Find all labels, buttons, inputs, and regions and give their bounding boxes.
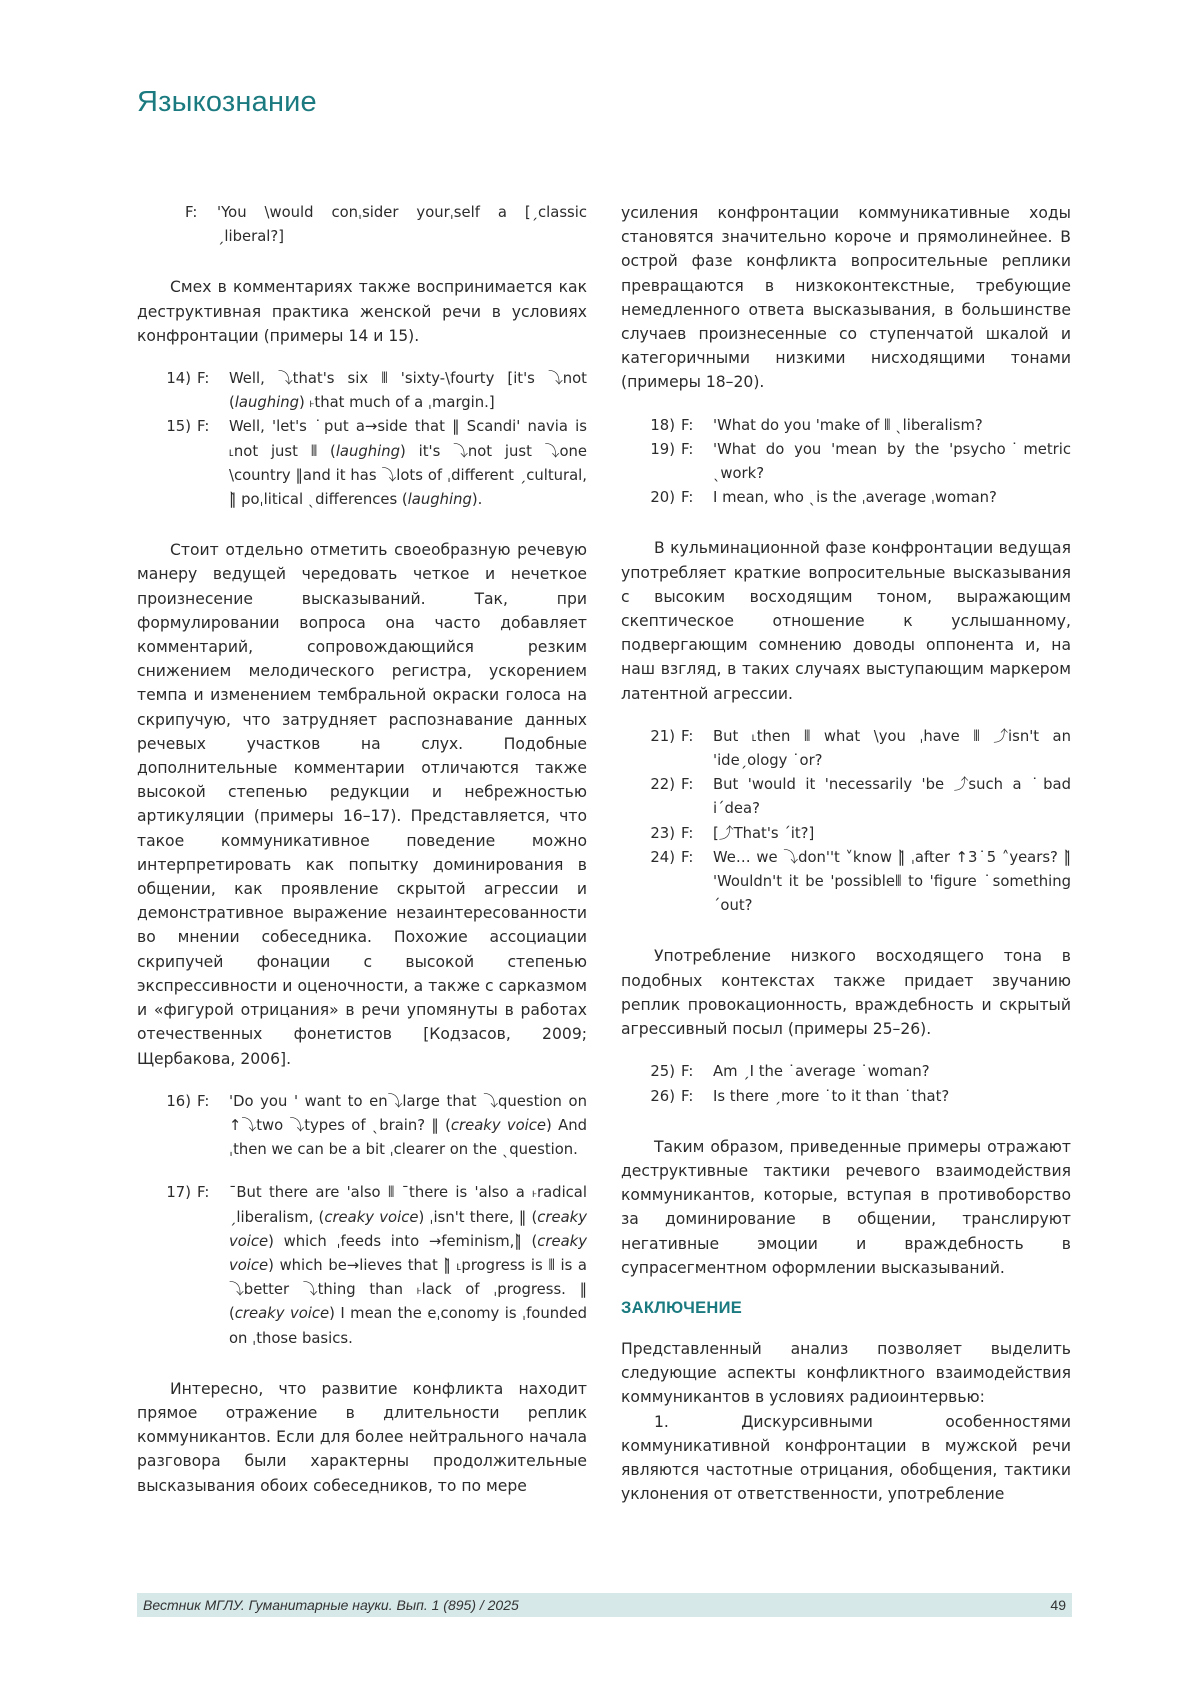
example-text: But 'would it 'necessarily 'be ⤴such a ˙bad iˊdea? bbox=[713, 776, 1071, 818]
right-column bbox=[621, 201, 1071, 1506]
example-speaker: F: bbox=[681, 1063, 694, 1081]
example-text: ¯But there are 'also ⦀ ¯there is 'also a ˫radical ˏliberalism, (creaky voice) ˌisn't there, ‖ (creaky voice) which ˌfeeds into →feminism,‖̀ (creaky voice) which be→lieves that ‖̀ ˪progress is ⦀ is a ⤵better ⤵thing than ˫lack of ˌprogress. ‖ (creaky voice) I mean the eˌconomy is ˌfounded on ˌthose basics. bbox=[229, 1184, 587, 1347]
section-heading: ЗАКЛЮЧЕНИЕ bbox=[621, 1298, 743, 1317]
example-item bbox=[155, 415, 587, 512]
example-number: 18) bbox=[650, 416, 675, 434]
example-item bbox=[639, 1060, 1071, 1084]
example-text: Well, 'let's ˙put a→side that ‖ Scandi' navia is ˪not just ⦀ (laughing) it's ⤵not just ⤵one \country ‖and it has ⤵lots of ˌdifferent ˏcultural, ‖̀ poˌlitical ˎdifferences (laughing). bbox=[229, 418, 587, 509]
example-item bbox=[639, 438, 1071, 486]
example-item bbox=[639, 846, 1071, 919]
example-item bbox=[639, 822, 1071, 846]
example-speaker: F: bbox=[681, 440, 694, 458]
example-speaker: F: bbox=[681, 776, 694, 794]
example-text: Am ˏI the ˙average ˙woman? bbox=[713, 1063, 930, 1081]
example-text: 'What do you 'mean by the 'psycho˙metric ˎwork? bbox=[713, 440, 1071, 483]
example-text: We… we ⤵don''t ˅know ‖̀ ˌafter ↑3˙5 ˄years? ‖̀ 'Wouldn't it be 'possible⦀ to 'figure ˙something ˊout? bbox=[713, 848, 1071, 915]
example-item bbox=[155, 367, 587, 415]
example-speaker: F: bbox=[197, 418, 210, 436]
example-list bbox=[621, 1060, 1071, 1108]
paragraph: В кульминационной фазе конфронтации ведущая употребляет краткие вопросительные высказывания с высоким восходящим тоном, выражающим скептическое отношение к услышанному, подвергающим сомнению доводы оппонента и, на наш взгляд, в таких случаях выступающим маркером латентной агрессии. bbox=[621, 539, 1071, 703]
example-intro bbox=[185, 201, 587, 249]
page-number: 49 bbox=[1050, 1597, 1066, 1613]
paragraph: Стоит отдельно отметить своеобразную речевую манеру ведущей чередовать четкое и нечеткое произнесение высказываний. Так, при формулировании вопроса она часто добавляет комментарий, сопровождающийся резким снижением мелодического регистра, ускорением темпа и изменением тембральной окраски голоса на скрипучую, что затрудняет распознавание данных речевых участков на слух. Подобные дополнительные комментарии отличаются также высокой степенью редукции и небрежностью артикуляции (примеры 16–17). Представляется, что такое коммуникативное поведение можно интерпретировать как попытку доминирования в общении, как проявление скрытой агрессии и демонстративное выражение незаинтересованности во мнении собеседника. Похожие ассоциации скрипучей фонации с высокой степенью экспрессивности и оценочности, а также с сарказмом и «фигурой отрицания» в речи упомянуты в работах отечественных фонетистов [Кодзасов, 2009; Щербакова, 2006]. bbox=[137, 541, 587, 1068]
example-text: 'You \would conˌsider yourˌself a [ˏclassic ˏliberal?] bbox=[217, 204, 587, 246]
example-speaker: F: bbox=[681, 824, 694, 842]
example-text: I mean, who ˎis the ˌaverage ˌwoman? bbox=[713, 489, 997, 507]
example-speaker: F: bbox=[681, 489, 694, 507]
example-number: 19) bbox=[650, 440, 675, 458]
example-number: 23) bbox=[650, 824, 675, 842]
example-speaker: F: bbox=[197, 1184, 210, 1202]
example-number: 17) bbox=[166, 1184, 191, 1202]
paragraph: Интересно, что развитие конфликта находит прямое отражение в длительности реплик коммуникантов. Если для более нейтрального начала разговора были характерны продолжительные высказывания обоих собеседников, то по мере bbox=[137, 1379, 587, 1495]
example-item bbox=[639, 414, 1071, 438]
page-footer bbox=[137, 1593, 1072, 1617]
paragraph: Таким образом, приведенные примеры отражают деструктивные тактики речевого взаимодействия коммуникантов, которые, вступая в противоборство за доминирование в общении, транслируют негативные эмоции и враждебность в супрасегментном оформлении высказываний. bbox=[621, 1137, 1071, 1277]
journal-citation: Вестник МГЛУ. Гуманитарные науки. Вып. 1 (895) / 2025 bbox=[143, 1597, 519, 1613]
example-list bbox=[621, 725, 1071, 919]
example-speaker: F: bbox=[681, 727, 694, 745]
example-item bbox=[639, 486, 1071, 510]
example-speaker: F: bbox=[681, 848, 694, 866]
section-title: Языкознание bbox=[137, 86, 317, 118]
example-text: 'What do you 'make of ⦀ ˎliberalism? bbox=[713, 416, 983, 434]
example-number: 14) bbox=[166, 370, 191, 388]
left-column bbox=[137, 201, 587, 1498]
example-number: 26) bbox=[650, 1087, 675, 1105]
example-speaker: F: bbox=[681, 1087, 694, 1105]
example-text: Is there ˏmore ˙to it than ˙that? bbox=[713, 1087, 950, 1105]
example-item bbox=[639, 773, 1071, 821]
example-number: 25) bbox=[650, 1063, 675, 1081]
example-speaker: F: bbox=[197, 1092, 210, 1110]
example-text: [⤴That's ˊit?] bbox=[713, 824, 815, 842]
example-item bbox=[155, 1090, 587, 1163]
example-number: 21) bbox=[650, 727, 675, 745]
example-speaker: F: bbox=[185, 204, 198, 221]
example-item bbox=[155, 1181, 587, 1350]
example-number: 22) bbox=[650, 776, 675, 794]
example-number: 24) bbox=[650, 848, 675, 866]
paragraph: усиления конфронтации коммуникативные ходы становятся значительно короче и прямолинейнее. В острой фазе конфликта вопросительные реплики превращаются в низкоконтекстные, требующие немедленного ответа высказывания, в большинстве случаев произнесенные со ступенчатой шкалой и категоричными низкими нисходящими тонами (примеры 18–20). bbox=[621, 204, 1071, 392]
paragraph: Употребление низкого восходящего тона в подобных контекстах также придает звучанию реплик провокационность, враждебность и скрытый агрессивный посыл (примеры 25–26). bbox=[621, 947, 1071, 1039]
example-list bbox=[621, 414, 1071, 511]
example-item bbox=[639, 1085, 1071, 1109]
example-number: 16) bbox=[166, 1092, 191, 1110]
example-item bbox=[639, 725, 1071, 773]
paragraph: Представленный анализ позволяет выделить следующие аспекты конфликтного взаимодействия коммуникантов в условиях радиоинтервью: bbox=[621, 1339, 1071, 1407]
example-speaker: F: bbox=[681, 416, 694, 434]
example-speaker: F: bbox=[197, 370, 210, 388]
example-number: 15) bbox=[166, 418, 191, 436]
example-number: 20) bbox=[650, 489, 675, 507]
example-list bbox=[137, 1090, 587, 1351]
example-list bbox=[137, 367, 587, 512]
conclusion-item: 1. Дискурсивными особенностями коммуникативной конфронтации в мужской речи являются частотные отрицания, обобщения, тактики уклонения от ответственности, употребление bbox=[621, 1412, 1071, 1504]
paragraph: Смех в комментариях также воспринимается как деструктивная практика женской речи в условиях конфронтации (примеры 14 и 15). bbox=[137, 278, 587, 345]
example-text: 'Do you ' want to en⤵large that ⤵question on ↑⤵two ⤵types of ˎbrain? ‖ (creaky voice) And ˌthen we can be a bit ˌclearer on the ˎquestion. bbox=[229, 1092, 587, 1159]
example-text: But ˪then ⦀ what \you ˌhave ⦀ ⤴isn't an 'ideˏology ˙or? bbox=[713, 727, 1071, 770]
example-text: Well, ⤵that's six ⦀ 'sixty-\fourty [it's ⤵not (laughing) ˫that much of a ˌmargin.] bbox=[229, 370, 587, 412]
